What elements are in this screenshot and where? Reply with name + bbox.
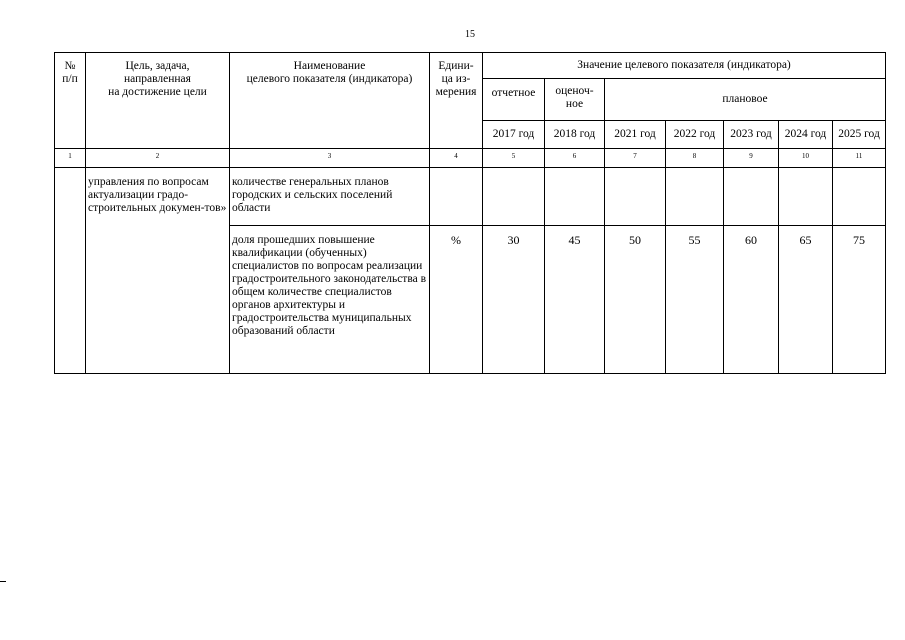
value-cell: [666, 168, 724, 226]
row-num-cell: [55, 168, 86, 374]
value-cell: [724, 168, 779, 226]
page-number: 15: [465, 29, 475, 40]
col-number: 2: [86, 149, 230, 168]
col-number: 10: [779, 149, 833, 168]
margin-tick: [0, 581, 6, 582]
value-cell: [779, 168, 833, 226]
unit-cell: %: [430, 226, 483, 374]
indicator-name: доля прошедших повышение квалификации (обученных) специалистов по вопросам реализации градостроительного законодательства в общем количестве специалистов органов архитектуры и градостроительства муниципальных образований области: [230, 226, 430, 374]
col-number: 9: [724, 149, 779, 168]
value-2018: 45: [545, 226, 605, 374]
col-number: 8: [666, 149, 724, 168]
header-value-group: Значение целевого показателя (индикатора): [483, 53, 886, 79]
header-estimated: оценоч- ное: [545, 79, 605, 121]
header-indicator-name: Наименование целевого показателя (индикатора): [230, 53, 430, 149]
year-2017: 2017 год: [483, 121, 545, 149]
col-number: 11: [833, 149, 886, 168]
indicator-table: [54, 52, 886, 374]
value-cell: [483, 168, 545, 226]
year-2018: 2018 год: [545, 121, 605, 149]
value-cell: [833, 168, 886, 226]
header-goal: Цель, задача, направленная на достижение цели: [86, 53, 230, 149]
header-num: № п/п: [55, 53, 86, 149]
value-2023: 60: [724, 226, 779, 374]
value-cell: [545, 168, 605, 226]
value-2025: 75: [833, 226, 886, 374]
year-2021: 2021 год: [605, 121, 666, 149]
year-2024: 2024 год: [779, 121, 833, 149]
col-number: 4: [430, 149, 483, 168]
indicator-name: количестве генеральных планов городских и сельских поселений области: [230, 168, 430, 226]
col-number: 3: [230, 149, 430, 168]
header-reported: отчетное: [483, 79, 545, 121]
value-cell: [605, 168, 666, 226]
col-number: 5: [483, 149, 545, 168]
year-2023: 2023 год: [724, 121, 779, 149]
goal-text: управления по вопросам актуализации градо-строительных докумен-тов»: [86, 168, 230, 374]
value-2022: 55: [666, 226, 724, 374]
year-2022: 2022 год: [666, 121, 724, 149]
col-number: 6: [545, 149, 605, 168]
col-number: 1: [55, 149, 86, 168]
header-unit: Едини- ца из- мерения: [430, 53, 483, 149]
year-2025: 2025 год: [833, 121, 886, 149]
value-2024: 65: [779, 226, 833, 374]
value-2021: 50: [605, 226, 666, 374]
unit-cell: [430, 168, 483, 226]
header-planned: плановое: [605, 79, 886, 121]
col-number: 7: [605, 149, 666, 168]
value-2017: 30: [483, 226, 545, 374]
